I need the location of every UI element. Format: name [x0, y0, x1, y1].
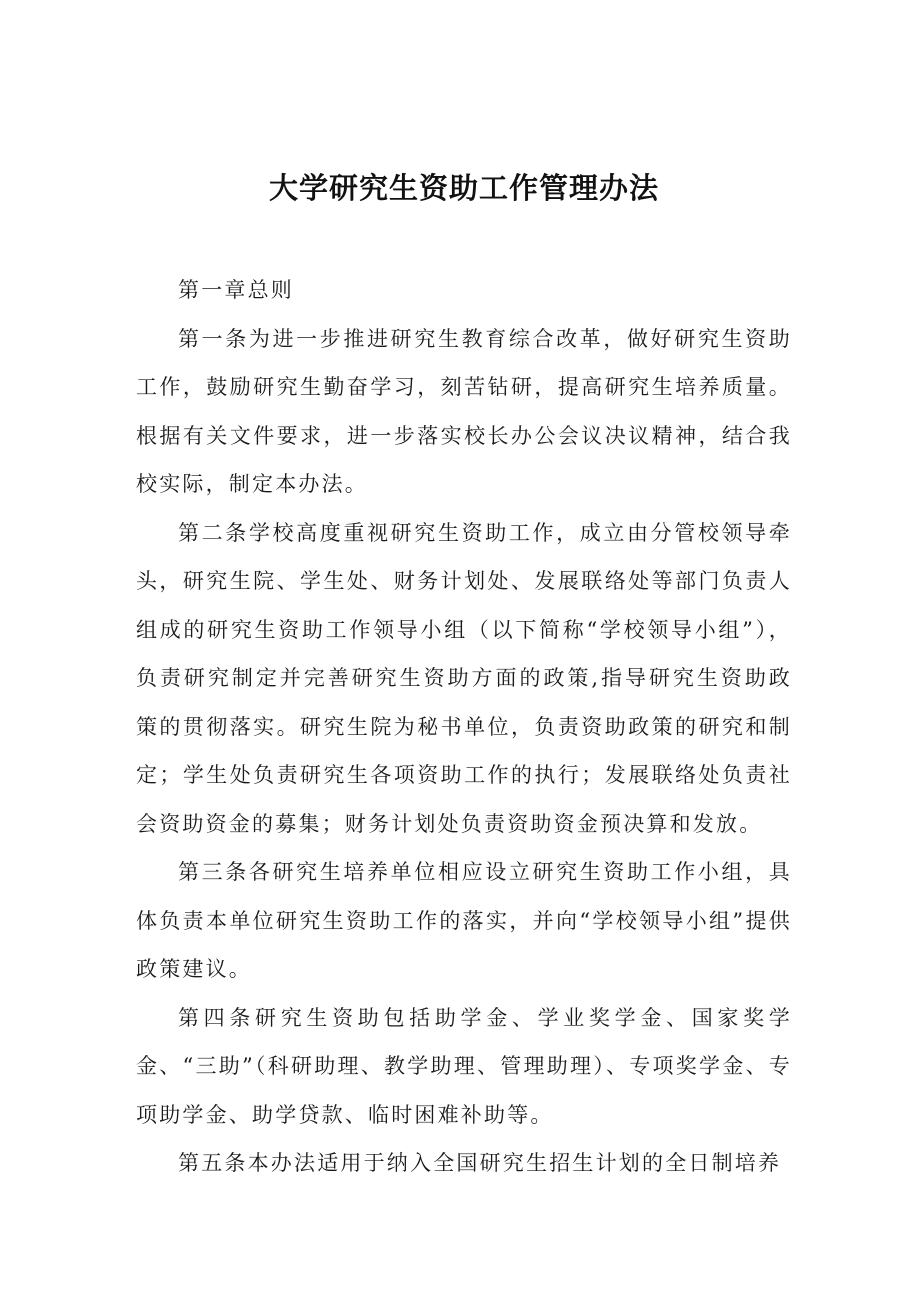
- article-5: 第五条本办法适用于纳入全国研究生招生计划的全日制培养: [178, 1151, 782, 1175]
- article-4: 第四条研究生资助包括助学金、学业奖学金、国家奖学金、“三助”（科研助理、教学助理、管理助理）、专项奖学金、专项助学金、助学贷款、临时困难补助等。: [136, 1005, 792, 1127]
- article-2: 第二条学校高度重视研究生资助工作，成立由分管校领导牵头，研究生院、学生处、财务计划处、发展联络处等部门负责人组成的研究生资助工作领导小组（以下简称“学校领导小组”），负责研究制定并完善研究生资助方面的政策,指导研究生资助政策的贯彻落实。研究生院为秘书单位，负责资助政策的研究和制定；学生处负责研究生各项资助工作的执行；发展联络处负责社会资助资金的募集；财务计划处负责资助资金预决算和发放。: [136, 520, 792, 836]
- article-3: 第三条各研究生培养单位相应设立研究生资助工作小组，具体负责本单位研究生资助工作的落实，并向“学校领导小组”提供政策建议。: [136, 860, 792, 981]
- document-title: 大学研究生资助工作管理办法: [268, 171, 659, 205]
- article-1: 第一条为进一步推进研究生教育综合改革，做好研究生资助工作，鼓励研究生勤奋学习，刻苦钻研，提高研究生培养质量。根据有关文件要求，进一步落实校长办公会议决议精神，结合我校实际，制定本办法。: [136, 326, 792, 496]
- chapter-heading: 第一章总则: [178, 278, 294, 302]
- document-body: [136, 266, 792, 1188]
